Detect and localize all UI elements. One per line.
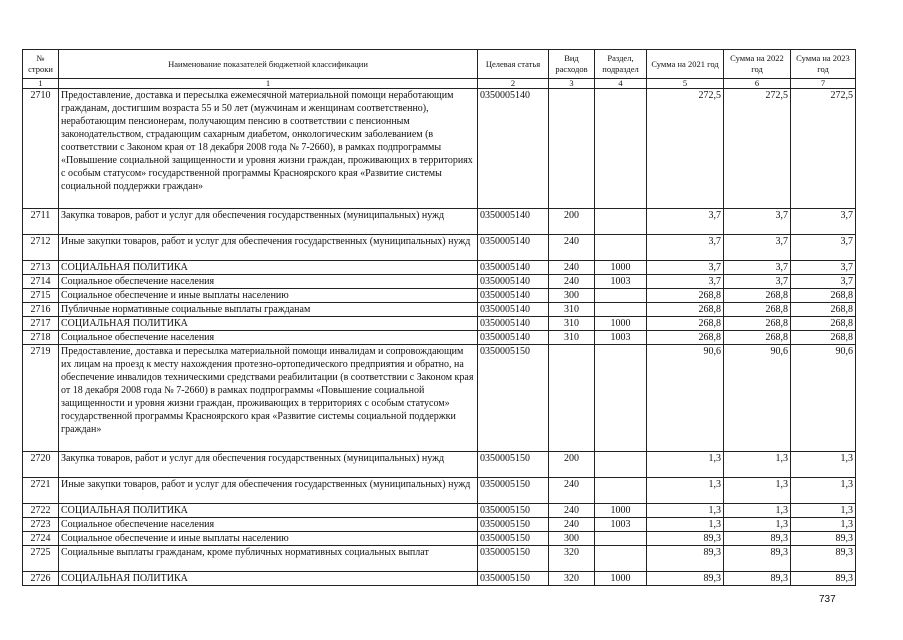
sum-2023: 268,8	[791, 331, 856, 345]
sum-2022: 1,3	[724, 478, 791, 504]
row-number: 2720	[23, 452, 59, 478]
section-code: 1000	[595, 261, 647, 275]
sum-2023: 3,7	[791, 275, 856, 289]
expense-type: 200	[549, 209, 595, 235]
section-code	[595, 546, 647, 572]
row-number: 2724	[23, 532, 59, 546]
sum-2021: 268,8	[647, 303, 724, 317]
sum-2023: 268,8	[791, 303, 856, 317]
sum-2021: 3,7	[647, 235, 724, 261]
sum-2022: 1,3	[724, 504, 791, 518]
sum-2021: 1,3	[647, 478, 724, 504]
expense-type: 310	[549, 331, 595, 345]
indicator-name: СОЦИАЛЬНАЯ ПОЛИТИКА	[59, 504, 478, 518]
row-number: 2718	[23, 331, 59, 345]
expense-type: 320	[549, 546, 595, 572]
section-code	[595, 532, 647, 546]
sum-2021: 268,8	[647, 289, 724, 303]
row-number: 2722	[23, 504, 59, 518]
table-row	[23, 504, 856, 518]
section-code	[595, 289, 647, 303]
indicator-name: Закупка товаров, работ и услуг для обеспечения государственных (муниципальных) нужд	[59, 209, 478, 235]
expense-type: 240	[549, 504, 595, 518]
sum-2023: 89,3	[791, 572, 856, 586]
section-code: 1003	[595, 275, 647, 289]
target-article: 0350005140	[478, 275, 549, 289]
expense-type: 240	[549, 518, 595, 532]
sum-2023: 3,7	[791, 209, 856, 235]
indicator-name: Социальное обеспечение населения	[59, 518, 478, 532]
sum-2023: 89,3	[791, 546, 856, 572]
row-number: 2721	[23, 478, 59, 504]
expense-type	[549, 345, 595, 452]
sum-2022: 3,7	[724, 209, 791, 235]
row-number: 2717	[23, 317, 59, 331]
target-article: 0350005150	[478, 518, 549, 532]
section-code: 1000	[595, 317, 647, 331]
header-row-number: № строки	[23, 50, 59, 79]
sum-2022: 1,3	[724, 452, 791, 478]
row-number: 2715	[23, 289, 59, 303]
header-section: Раздел, подраздел	[595, 50, 647, 79]
sum-2022: 90,6	[724, 345, 791, 452]
sum-2022: 268,8	[724, 289, 791, 303]
row-number: 2726	[23, 572, 59, 586]
table-row	[23, 572, 856, 586]
row-number: 2719	[23, 345, 59, 452]
expense-type	[549, 89, 595, 209]
sum-2023: 1,3	[791, 478, 856, 504]
sum-2021: 268,8	[647, 331, 724, 345]
target-article: 0350005140	[478, 331, 549, 345]
expense-type: 240	[549, 478, 595, 504]
expense-type: 320	[549, 572, 595, 586]
sum-2023: 1,3	[791, 518, 856, 532]
target-article: 0350005150	[478, 478, 549, 504]
sum-2021: 3,7	[647, 261, 724, 275]
sum-2023: 268,8	[791, 289, 856, 303]
header-row	[23, 50, 856, 79]
row-number: 2725	[23, 546, 59, 572]
indicator-name: Публичные нормативные социальные выплаты гражданам	[59, 303, 478, 317]
sum-2022: 89,3	[724, 572, 791, 586]
indicator-name: СОЦИАЛЬНАЯ ПОЛИТИКА	[59, 572, 478, 586]
sum-2022: 3,7	[724, 235, 791, 261]
target-article: 0350005150	[478, 452, 549, 478]
sum-2022: 89,3	[724, 532, 791, 546]
target-article: 0350005140	[478, 261, 549, 275]
sum-2021: 89,3	[647, 532, 724, 546]
target-article: 0350005150	[478, 546, 549, 572]
sum-2022: 272,5	[724, 89, 791, 209]
sum-2023: 268,8	[791, 317, 856, 331]
header-sum-2023: Сумма на 2023 год	[791, 50, 856, 79]
section-code	[595, 345, 647, 452]
indicator-name: Социальное обеспечение и иные выплаты населению	[59, 532, 478, 546]
section-code	[595, 452, 647, 478]
column-number: 4	[595, 79, 647, 89]
section-code	[595, 235, 647, 261]
expense-type: 200	[549, 452, 595, 478]
page-number: 737	[819, 594, 836, 605]
sum-2022: 268,8	[724, 331, 791, 345]
sum-2021: 272,5	[647, 89, 724, 209]
sum-2023: 272,5	[791, 89, 856, 209]
sum-2021: 89,3	[647, 546, 724, 572]
expense-type: 310	[549, 317, 595, 331]
header-expense-type: Вид расходов	[549, 50, 595, 79]
indicator-name: Социальные выплаты гражданам, кроме публичных нормативных социальных выплат	[59, 546, 478, 572]
sum-2021: 1,3	[647, 504, 724, 518]
row-number: 2716	[23, 303, 59, 317]
table-row	[23, 345, 856, 452]
table-row	[23, 209, 856, 235]
target-article: 0350005140	[478, 317, 549, 331]
indicator-name: Социальное обеспечение и иные выплаты населению	[59, 289, 478, 303]
sum-2023: 1,3	[791, 452, 856, 478]
sum-2023: 1,3	[791, 504, 856, 518]
indicator-name: Иные закупки товаров, работ и услуг для обеспечения государственных (муниципальных) нужд	[59, 478, 478, 504]
sum-2022: 3,7	[724, 261, 791, 275]
indicator-name: СОЦИАЛЬНАЯ ПОЛИТИКА	[59, 317, 478, 331]
sum-2023: 89,3	[791, 532, 856, 546]
sum-2021: 3,7	[647, 209, 724, 235]
row-number: 2711	[23, 209, 59, 235]
target-article: 0350005150	[478, 532, 549, 546]
column-number: 1	[23, 79, 59, 89]
column-number: 6	[724, 79, 791, 89]
budget-table	[22, 49, 856, 586]
indicator-name: Социальное обеспечение населения	[59, 331, 478, 345]
column-number: 3	[549, 79, 595, 89]
section-code: 1003	[595, 518, 647, 532]
column-number: 5	[647, 79, 724, 89]
section-code	[595, 478, 647, 504]
sum-2021: 268,8	[647, 317, 724, 331]
row-number: 2712	[23, 235, 59, 261]
table-row	[23, 275, 856, 289]
column-number-row	[23, 79, 856, 89]
expense-type: 300	[549, 532, 595, 546]
column-number: 1	[59, 79, 478, 89]
indicator-name: Предоставление, доставка и пересылка материальной помощи инвалидам и сопровождающим их лицам на проезд к месту нахождения протезно-ортопедического предприятия и обратно, на обеспечение инвалидов техническими средствами реабилитации (в соответствии с Законом края от 18 декабря 2008 года № 7-2660) в рамках подпрограммы «Повышение социальной защищенности и уровня жизни граждан, проживающих в территориях с особым статусом» государственной программы Красноярского края «Развитие системы социальной поддержки граждан»	[59, 345, 478, 452]
table-row	[23, 303, 856, 317]
table-row	[23, 289, 856, 303]
target-article: 0350005150	[478, 504, 549, 518]
sum-2021: 89,3	[647, 572, 724, 586]
table-row	[23, 518, 856, 532]
row-number: 2710	[23, 89, 59, 209]
header-target-article: Целевая статья	[478, 50, 549, 79]
expense-type: 300	[549, 289, 595, 303]
target-article: 0350005140	[478, 89, 549, 209]
target-article: 0350005140	[478, 303, 549, 317]
sum-2022: 268,8	[724, 317, 791, 331]
table-row	[23, 331, 856, 345]
indicator-name: СОЦИАЛЬНАЯ ПОЛИТИКА	[59, 261, 478, 275]
table-row	[23, 478, 856, 504]
expense-type: 240	[549, 275, 595, 289]
expense-type: 240	[549, 261, 595, 275]
section-code: 1000	[595, 504, 647, 518]
row-number: 2713	[23, 261, 59, 275]
indicator-name: Предоставление, доставка и пересылка ежемесячной материальной помощи неработающим гражданам, достигшим возраста 55 и 50 лет (мужчинам и женщинам соответственно), неработающим пенсионерам, получающим пенсию в соответствии с пенсионным законодательством, страдающим сахарным диабетом, онкологическим заболеванием (в соответствии с Законом края от 18 декабря 2008 года № 7-2660), в рамках подпрограммы «Повышение социальной защищенности и уровня жизни граждан, проживающих в территориях с особым статусом» государственной программы Красноярского края «Развитие системы социальной поддержки граждан»	[59, 89, 478, 209]
table-row	[23, 317, 856, 331]
sum-2021: 1,3	[647, 518, 724, 532]
target-article: 0350005140	[478, 235, 549, 261]
target-article: 0350005150	[478, 572, 549, 586]
indicator-name: Закупка товаров, работ и услуг для обеспечения государственных (муниципальных) нужд	[59, 452, 478, 478]
column-number: 2	[478, 79, 549, 89]
section-code	[595, 209, 647, 235]
table-row	[23, 261, 856, 275]
target-article: 0350005140	[478, 209, 549, 235]
section-code	[595, 303, 647, 317]
section-code	[595, 89, 647, 209]
sum-2022: 268,8	[724, 303, 791, 317]
header-indicator-name: Наименование показателей бюджетной классификации	[59, 50, 478, 79]
table-row	[23, 89, 856, 209]
indicator-name: Социальное обеспечение населения	[59, 275, 478, 289]
target-article: 0350005140	[478, 289, 549, 303]
header-sum-2021: Сумма на 2021 год	[647, 50, 724, 79]
table-row	[23, 235, 856, 261]
table-row	[23, 546, 856, 572]
sum-2021: 90,6	[647, 345, 724, 452]
sum-2023: 3,7	[791, 261, 856, 275]
sum-2022: 1,3	[724, 518, 791, 532]
column-number: 7	[791, 79, 856, 89]
sum-2022: 3,7	[724, 275, 791, 289]
header-sum-2022: Сумма на 2022 год	[724, 50, 791, 79]
row-number: 2723	[23, 518, 59, 532]
expense-type: 310	[549, 303, 595, 317]
sum-2021: 3,7	[647, 275, 724, 289]
expense-type: 240	[549, 235, 595, 261]
indicator-name: Иные закупки товаров, работ и услуг для обеспечения государственных (муниципальных) нужд	[59, 235, 478, 261]
table-row	[23, 532, 856, 546]
sum-2021: 1,3	[647, 452, 724, 478]
sum-2022: 89,3	[724, 546, 791, 572]
table-row	[23, 452, 856, 478]
section-code: 1000	[595, 572, 647, 586]
section-code: 1003	[595, 331, 647, 345]
row-number: 2714	[23, 275, 59, 289]
sum-2023: 90,6	[791, 345, 856, 452]
target-article: 0350005150	[478, 345, 549, 452]
sum-2023: 3,7	[791, 235, 856, 261]
